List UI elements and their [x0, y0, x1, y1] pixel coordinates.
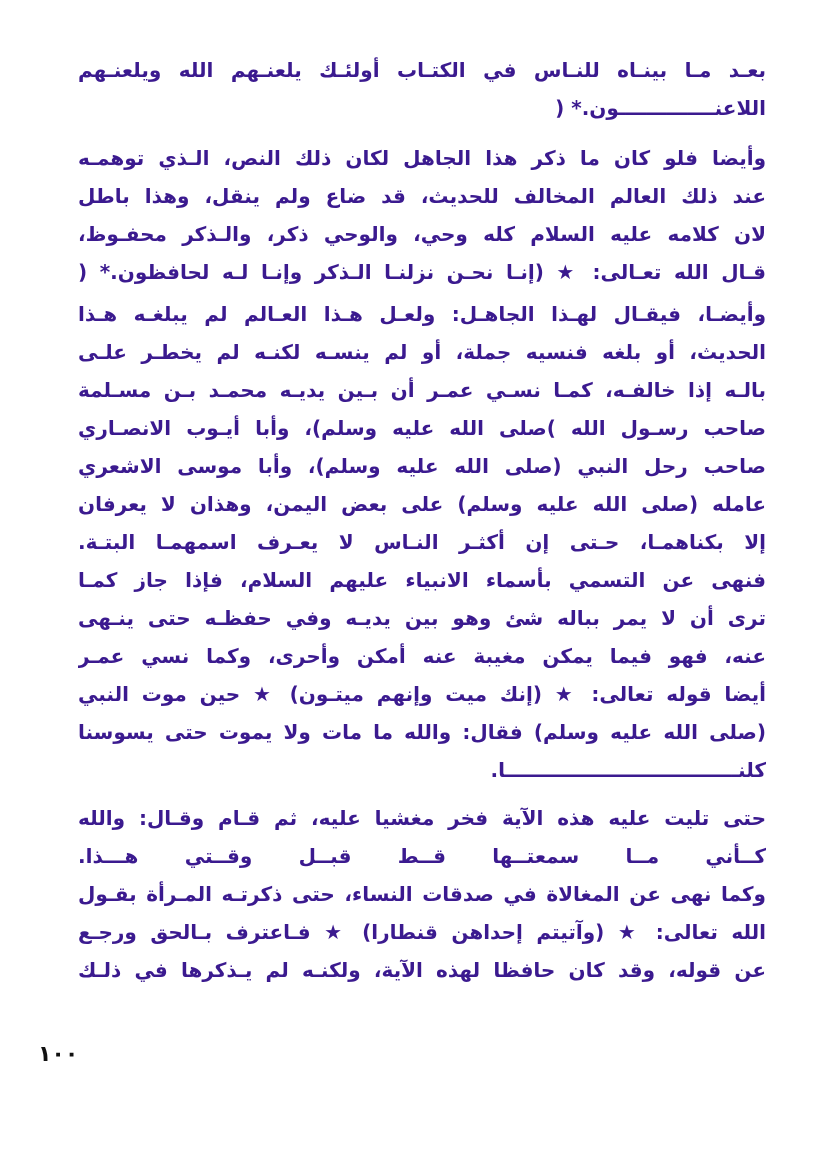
text-line-7: وأيضـا، فيقـال لهـذا الجاهـل: ولعـل هـذا العـالم لم يبلغـه هـذا [78, 302, 766, 326]
text-line-10: صاحب رسـول الله )صلى الله عليه وسلم)، وأبا أيـوب الانصـاري [78, 416, 766, 440]
text-body [78, 52, 766, 1032]
text-line-3: وأيضا فلو كان ما ذكر هذا الجاهل لكان ذلك النص، الـذي توهمـه [78, 146, 766, 170]
text-line-1: بعـد مـا بينـاه للنـاس في الكتـاب أولئـك يلعنـهم الله ويلعنـهم [78, 58, 766, 82]
text-line-12: عامله (صلى الله عليه وسلم) على بعض اليمن، وهذان لا يعرفان [78, 492, 766, 516]
page-number: ١٠٠ [38, 1042, 79, 1067]
text-line-22: وكما نهى عن المغالاة في صدقات النساء، حتى ذكرتـه المـرأة بقـول [78, 882, 766, 906]
text-line-18: (صلى الله عليه وسلم) فقال: والله ما مات ولا يموت حتى يسوسنا [78, 720, 766, 744]
text-line-24: عن قوله، وقد كان حافظا لهذه الآية، ولكنـه لم يـذكرها في ذلـك [78, 958, 766, 982]
text-line-5: لان كلامه عليه السلام كله وحي، والوحي ذكر، والـذكر محفـوظ، [78, 222, 766, 246]
text-line-23: الله تعالى: ★ (وآتيتم إحداهن قنطارا) ★ فـاعترف بـالحق ورجـع [78, 920, 766, 944]
text-line-19: كلنــــــــــــــــــــــــــــــــــا. [490, 758, 766, 782]
text-line-9: بالـه إذا خالفـه، كمـا نسـي عمـر أن بـين يديـه محمـد بـن مسـلمة [78, 378, 766, 402]
text-line-11: صاحب رحل النبي (صلى الله عليه وسلم)، وأبا موسى الاشعري [78, 454, 766, 478]
text-line-4: عند ذلك العالم المخالف للحديث، قد ضاع ولم ينقل، وهذا باطل [78, 184, 766, 208]
text-line-8: الحديث، أو بلغه فنسيه جملة، أو لم ينسـه لكنـه لم يخطـر علـى [78, 340, 766, 364]
text-line-21: كــأني مــا سمعتــها قــط قبــل وقــتي هـــذا. [78, 844, 766, 868]
text-line-20: حتى تليت عليه هذه الآية فخر مغشيا عليه، ثم قـام وقـال: والله [78, 806, 766, 830]
text-line-16: عنه، فهو فيما يمكن مغيبة عنه أمكن وأحرى، وكما نسي عمـر [78, 644, 766, 668]
text-line-15: ترى أن لا يمر بباله شئ وهو بين يديـه وفي حفظـه حتى ينـهى [78, 606, 766, 630]
text-line-14: فنهى عن التسمي بأسماء الانبياء عليهم السلام، فإذا جاز كمـا [78, 568, 766, 592]
text-line-13: إلا بكناهمـا، حـتى إن أكثـر النـاس لا يعـرف اسمهمـا البتـة. [78, 530, 766, 554]
text-line-2: اللاعنــــــــــــــون.* ( [555, 96, 766, 120]
text-line-6: قـال الله تعـالى: ★ (إنـا نحـن نزلنـا الـذكر وإنـا لـه لحافظون.* ( [78, 260, 766, 284]
text-line-17: أيضا قوله تعالى: ★ (إنك ميت وإنهم ميتـون) ★ حين موت النبي [78, 682, 766, 706]
